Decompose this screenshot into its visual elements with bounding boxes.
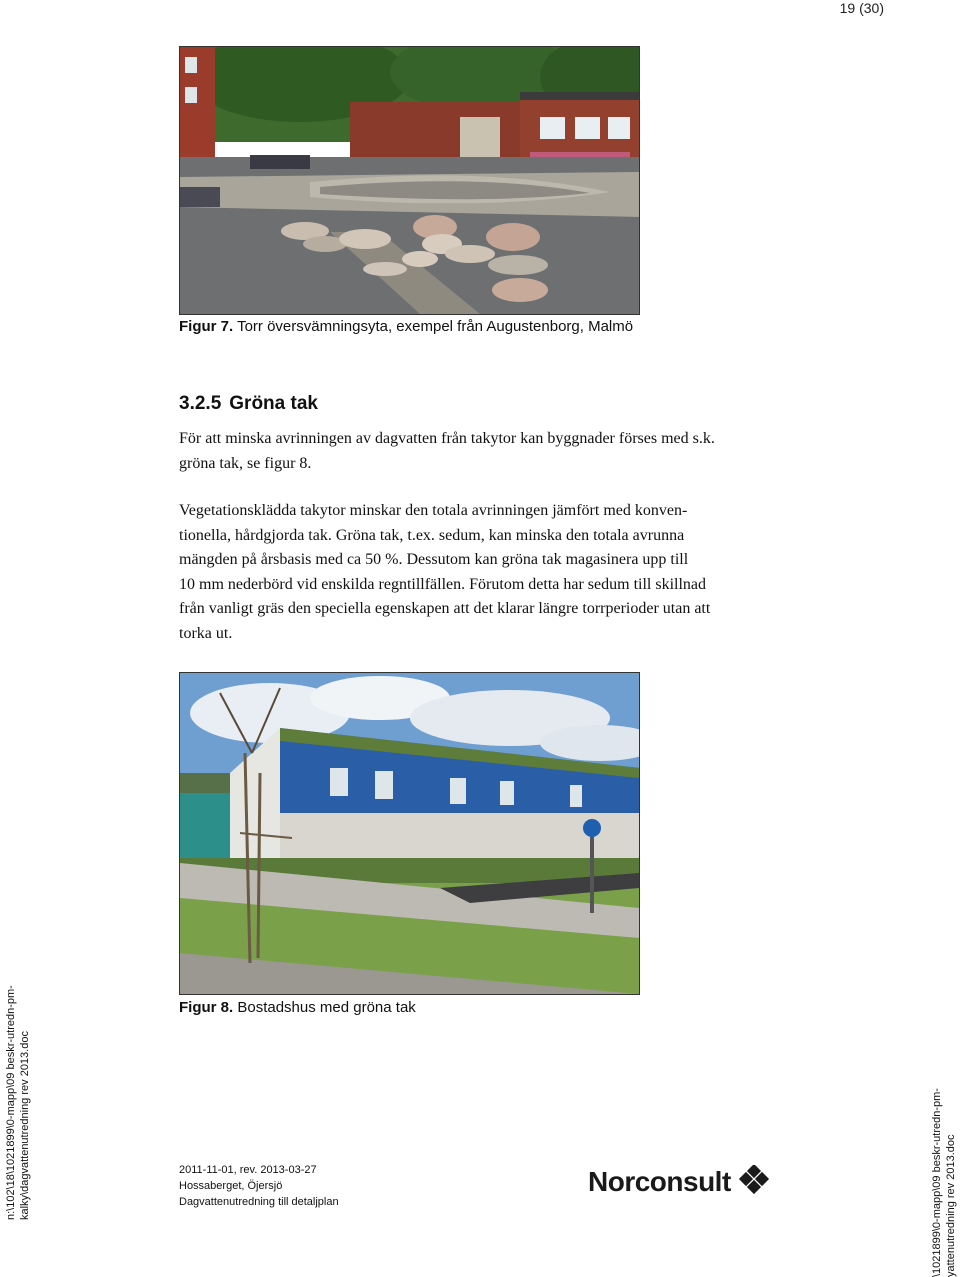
plaza-illustration (180, 47, 639, 314)
side-path-right-line2: yattenutredning rev 2013.doc (945, 1134, 957, 1277)
footer-doc: Dagvattenutredning till detaljplan (179, 1196, 339, 1208)
figure-8-photo (179, 672, 640, 995)
paragraph-line: mängden på årsbasis med ca 50 %. Dessutom kan gröna tak magasinera upp till (179, 551, 689, 568)
paragraph-line: tionella, hårdgjorda tak. Gröna tak, t.ex. sedum, kan minska den totala avrunna (179, 526, 685, 544)
figure-7-text: Torr översvämningsyta, exempel från Augustenborg, Malmö (237, 318, 634, 335)
side-path-left-line1: n:\102\18\1021899\0-mapp\09 beskr-utredn-pm- (5, 985, 17, 1220)
side-path-left-line2: kalky\dagvattenutredning rev 2013.doc (19, 1031, 31, 1220)
paragraph-line: torka ut. (179, 624, 233, 642)
figure-8-caption (179, 999, 416, 1016)
figure-7-photo (179, 46, 640, 315)
housing-illustration (180, 673, 639, 994)
footer-place: Hossaberget, Öjersjö (179, 1180, 283, 1192)
side-path-right (930, 1088, 958, 1277)
figure-7-label: Figur 7. (179, 318, 234, 335)
section-number: 3.2.5 (179, 393, 222, 414)
logo-diamond-icon (737, 1165, 771, 1199)
side-path-right-line1: \1021899\0-mapp\09 beskr-utredn-pm- (931, 1088, 943, 1277)
paragraph-line: gröna tak, se figur 8. (179, 454, 312, 472)
paragraph-line: Vegetationsklädda takytor minskar den totala avrinningen jämfört med konven- (179, 502, 688, 519)
paragraph-1 (179, 427, 779, 476)
page-number: 19 (30) (839, 0, 884, 16)
section-title: Gröna tak (229, 393, 318, 414)
section-heading (179, 393, 318, 415)
norconsult-logo (588, 1162, 771, 1202)
paragraph-2 (179, 499, 779, 646)
figure-8-text: Bostadshus med gröna tak (237, 999, 416, 1016)
paragraph-line: från vanligt gräs den speciella egenskapen att det klarar längre torrperioder utan att (179, 600, 711, 617)
footer-date: 2011-11-01, rev. 2013-03-27 (179, 1164, 317, 1176)
figure-8-label: Figur 8. (179, 999, 234, 1016)
logo-text: Norconsult (588, 1166, 731, 1197)
paragraph-line: 10 mm nederbörd vid enskilda regntillfällen. Förutom detta har sedum till skillnad (179, 575, 707, 593)
side-path-left (4, 985, 32, 1220)
footer-info (179, 1162, 339, 1210)
figure-7-caption (179, 318, 633, 335)
paragraph-line: För att minska avrinningen av dagvatten från takytor kan byggnader förses med s.k. (179, 430, 715, 447)
